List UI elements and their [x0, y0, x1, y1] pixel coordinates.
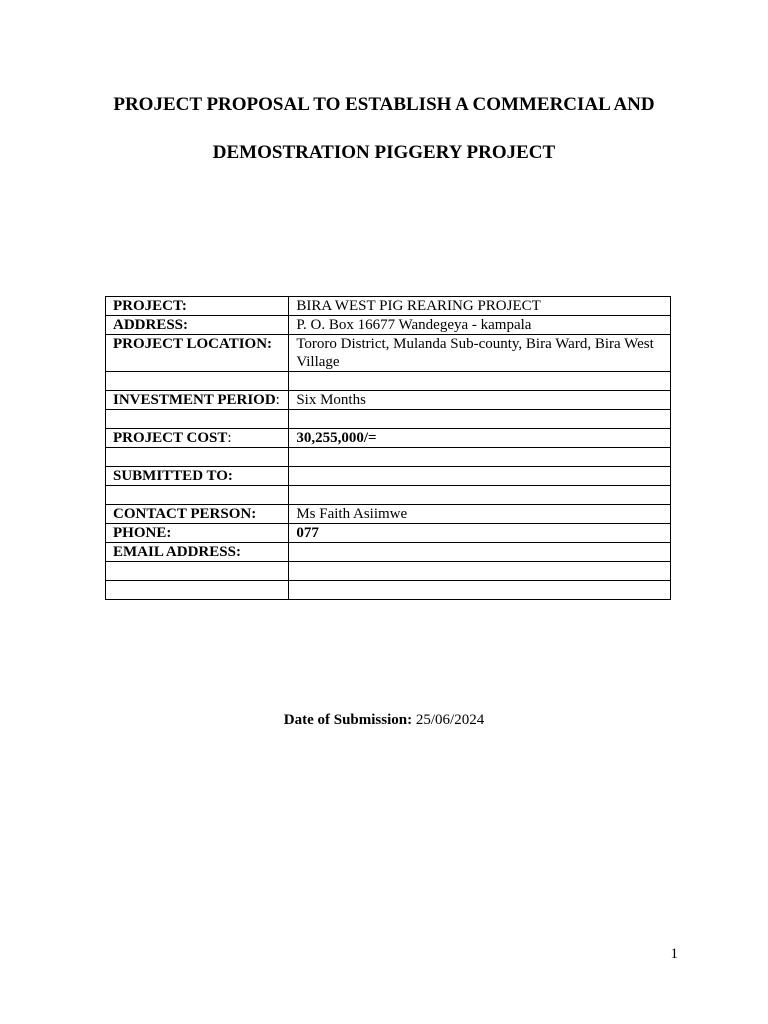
info-row	[106, 562, 671, 581]
info-row	[106, 505, 671, 524]
info-row	[106, 429, 671, 448]
info-row	[106, 410, 671, 429]
info-row-value: BIRA WEST PIG REARING PROJECT	[289, 297, 671, 316]
info-row-label-cell	[106, 562, 289, 581]
info-row-label: PHONE:	[113, 525, 172, 541]
info-row	[106, 335, 671, 372]
info-row-label-cell	[106, 524, 289, 543]
info-row-value: 077	[289, 524, 671, 543]
info-row-label-cell	[106, 505, 289, 524]
info-row-value: Ms Faith Asiimwe	[289, 505, 671, 524]
info-row-label-cell	[106, 316, 289, 335]
info-row	[106, 316, 671, 335]
info-row-label-cell	[106, 297, 289, 316]
info-row-value	[289, 486, 671, 505]
project-info-table	[105, 296, 671, 600]
info-row-label: PROJECT LOCATION:	[113, 336, 273, 352]
info-row-label-suffix: :	[275, 392, 280, 408]
info-row-value	[289, 372, 671, 391]
info-row-label-cell	[106, 429, 289, 448]
info-row-value: 30,255,000/=	[289, 429, 671, 448]
info-row-label-cell	[106, 486, 289, 505]
info-row-label: SUBMITTED TO:	[113, 468, 233, 484]
info-row-value: Tororo District, Mulanda Sub-county, Bira Ward, Bira West Village	[289, 335, 671, 372]
info-row-value	[289, 543, 671, 562]
info-row-value	[289, 467, 671, 486]
info-row-label: INVESTMENT PERIOD	[113, 392, 276, 408]
info-row	[106, 297, 671, 316]
info-row-label-cell	[106, 543, 289, 562]
info-row-label: ADDRESS:	[113, 317, 189, 333]
info-row-value	[289, 410, 671, 429]
info-row-label: PROJECT COST	[113, 430, 228, 446]
document-title-line-1: PROJECT PROPOSAL TO ESTABLISH A COMMERCIAL AND	[113, 94, 655, 115]
info-row-label-cell	[106, 467, 289, 486]
info-row	[106, 467, 671, 486]
info-row	[106, 372, 671, 391]
info-row-label-cell	[106, 335, 289, 372]
document-title-line-2: DEMOSTRATION PIGGERY PROJECT	[212, 142, 556, 163]
info-row-label: EMAIL ADDRESS:	[113, 544, 241, 560]
info-row	[106, 448, 671, 467]
info-row-label-cell	[106, 410, 289, 429]
info-row-value: P. O. Box 16677 Wandegeya - kampala	[289, 316, 671, 335]
project-info-table-body	[106, 297, 671, 600]
info-row	[106, 486, 671, 505]
info-row-label-suffix: :	[227, 430, 232, 446]
submission-date-line	[0, 711, 768, 729]
info-row-value	[289, 448, 671, 467]
info-row-label-cell	[106, 581, 289, 600]
info-row-label-cell	[106, 372, 289, 391]
info-row	[106, 581, 671, 600]
info-row	[106, 543, 671, 562]
info-row-value	[289, 562, 671, 581]
info-row-label-cell	[106, 448, 289, 467]
info-row-label: PROJECT:	[113, 298, 187, 314]
info-row	[106, 391, 671, 410]
info-row-value: Six Months	[289, 391, 671, 410]
submission-date-label: Date of Submission:	[283, 712, 413, 728]
info-row-value	[289, 581, 671, 600]
submission-date-value: 25/06/2024	[415, 712, 485, 728]
info-row-label-cell	[106, 391, 289, 410]
page-number: 1	[670, 946, 678, 962]
info-row	[106, 524, 671, 543]
info-row-label: CONTACT PERSON:	[113, 506, 257, 522]
